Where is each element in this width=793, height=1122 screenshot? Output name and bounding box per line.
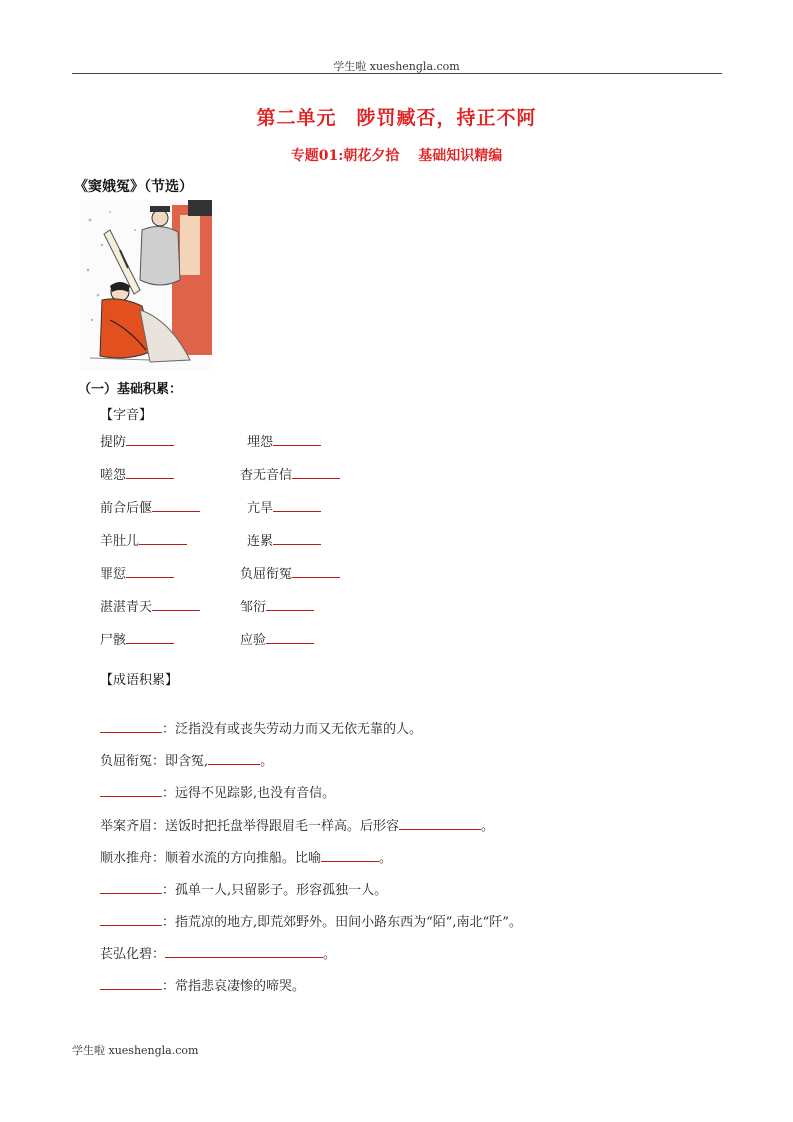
pronunciation-item [240,629,314,648]
idiom-text: ：常指悲哀凄惨的啼哭。 [162,979,306,994]
idiom-text: 。 [481,819,495,834]
answer-blank[interactable] [321,848,379,862]
section-title: 《窦娥冤》（节选） [74,179,193,195]
idiom-item [100,750,273,769]
pronunciation-word: 罪愆 [100,567,127,582]
idiom-text: ：泛指没有或丧失劳动力而又无依无靠的人。 [162,722,423,737]
answer-blank[interactable] [208,751,260,765]
pronunciation-item [100,596,200,615]
page-footer: 学生啦 xueshengla.com [72,1044,199,1057]
pronunciation-word: 前合后偃 [100,501,153,516]
pronunciation-word: 杳无音信 [240,468,293,483]
idiom-text: 负屈衔冤：即含冤, [100,754,209,769]
answer-blank[interactable] [126,564,174,578]
idiom-text: 举案齐眉：送饭时把托盘举得跟眉毛一样高。后形容 [100,819,400,834]
answer-blank[interactable] [100,976,162,990]
pronunciation-word: 应验 [240,633,267,648]
pronunciation-word: 提防 [100,435,127,450]
idiom-text: 顺水推舟：顺着水流的方向推船。比喻 [100,851,322,866]
idiom-item [100,847,392,866]
page-title: 第二单元 陟罚臧否，持正不阿 [256,107,537,129]
answer-blank[interactable] [126,432,174,446]
part-heading: （一）基础积累： [78,382,183,397]
pronunciation-item [100,563,174,582]
pronunciation-item [240,563,340,582]
pronunciation-item [100,530,187,549]
answer-blank[interactable] [165,944,323,958]
pronunciation-item [100,464,174,483]
idiom-text: ：指荒凉的地方,即荒郊野外。田间小路东西为“陌”,南北“阡”。 [162,915,522,930]
idiom-item [100,975,305,994]
answer-blank[interactable] [100,783,162,797]
idiom-text: 。 [379,851,393,866]
pronunciation-item [100,497,200,516]
answer-blank[interactable] [100,912,162,926]
idiom-item [100,782,335,801]
idiom-text: ：孤单一人,只留影子。形容孤独一人。 [162,883,388,898]
pronunciation-word: 尸骸 [100,633,127,648]
answer-blank[interactable] [399,816,481,830]
idiom-item [100,815,494,834]
idiom-text: 。 [323,947,337,962]
idiom-text: 苌弘化碧： [100,947,166,962]
pronunciation-item [240,596,314,615]
answer-blank[interactable] [266,597,314,611]
answer-blank[interactable] [273,531,321,545]
idiom-item [100,911,522,930]
answer-blank[interactable] [273,432,321,446]
idiom-item [100,943,336,962]
answer-blank[interactable] [139,531,187,545]
idioms-heading: 【成语积累】 [100,673,179,688]
pronunciation-item [247,530,321,549]
pronunciation-word: 连累 [247,534,274,549]
page-subtitle: 专题01:朝花夕拾 基础知识精编 [290,148,503,164]
pronunciation-word: 羊肚儿 [100,534,140,549]
pronunciation-item [100,431,174,450]
pronunciation-item [247,497,321,516]
pronunciation-word: 嗟怨 [100,468,127,483]
idiom-text: 。 [260,754,274,769]
idiom-text: ：远得不见踪影,也没有音信。 [162,786,336,801]
page-header: 学生啦 xueshengla.com [333,60,460,73]
idiom-item [100,718,422,737]
answer-blank[interactable] [126,630,174,644]
pronunciation-item [100,629,174,648]
answer-blank[interactable] [292,564,340,578]
answer-blank[interactable] [126,465,174,479]
pronunciation-word: 邹衍 [240,600,267,615]
answer-blank[interactable] [152,498,200,512]
idiom-item [100,879,387,898]
pronunciation-item [240,464,340,483]
pronunciation-word: 亢旱 [247,501,274,516]
pronunciation-item [247,431,321,450]
answer-blank[interactable] [100,719,162,733]
answer-blank[interactable] [273,498,321,512]
answer-blank[interactable] [100,880,162,894]
pronunciation-word: 负屈衔冤 [240,567,293,582]
header-divider [72,73,722,74]
pronunciation-heading: 【字音】 [100,408,153,423]
answer-blank[interactable] [152,597,200,611]
pronunciation-word: 湛湛青天 [100,600,153,615]
pronunciation-word: 埋怨 [247,435,274,450]
opera-illustration [80,200,212,370]
answer-blank[interactable] [292,465,340,479]
answer-blank[interactable] [266,630,314,644]
